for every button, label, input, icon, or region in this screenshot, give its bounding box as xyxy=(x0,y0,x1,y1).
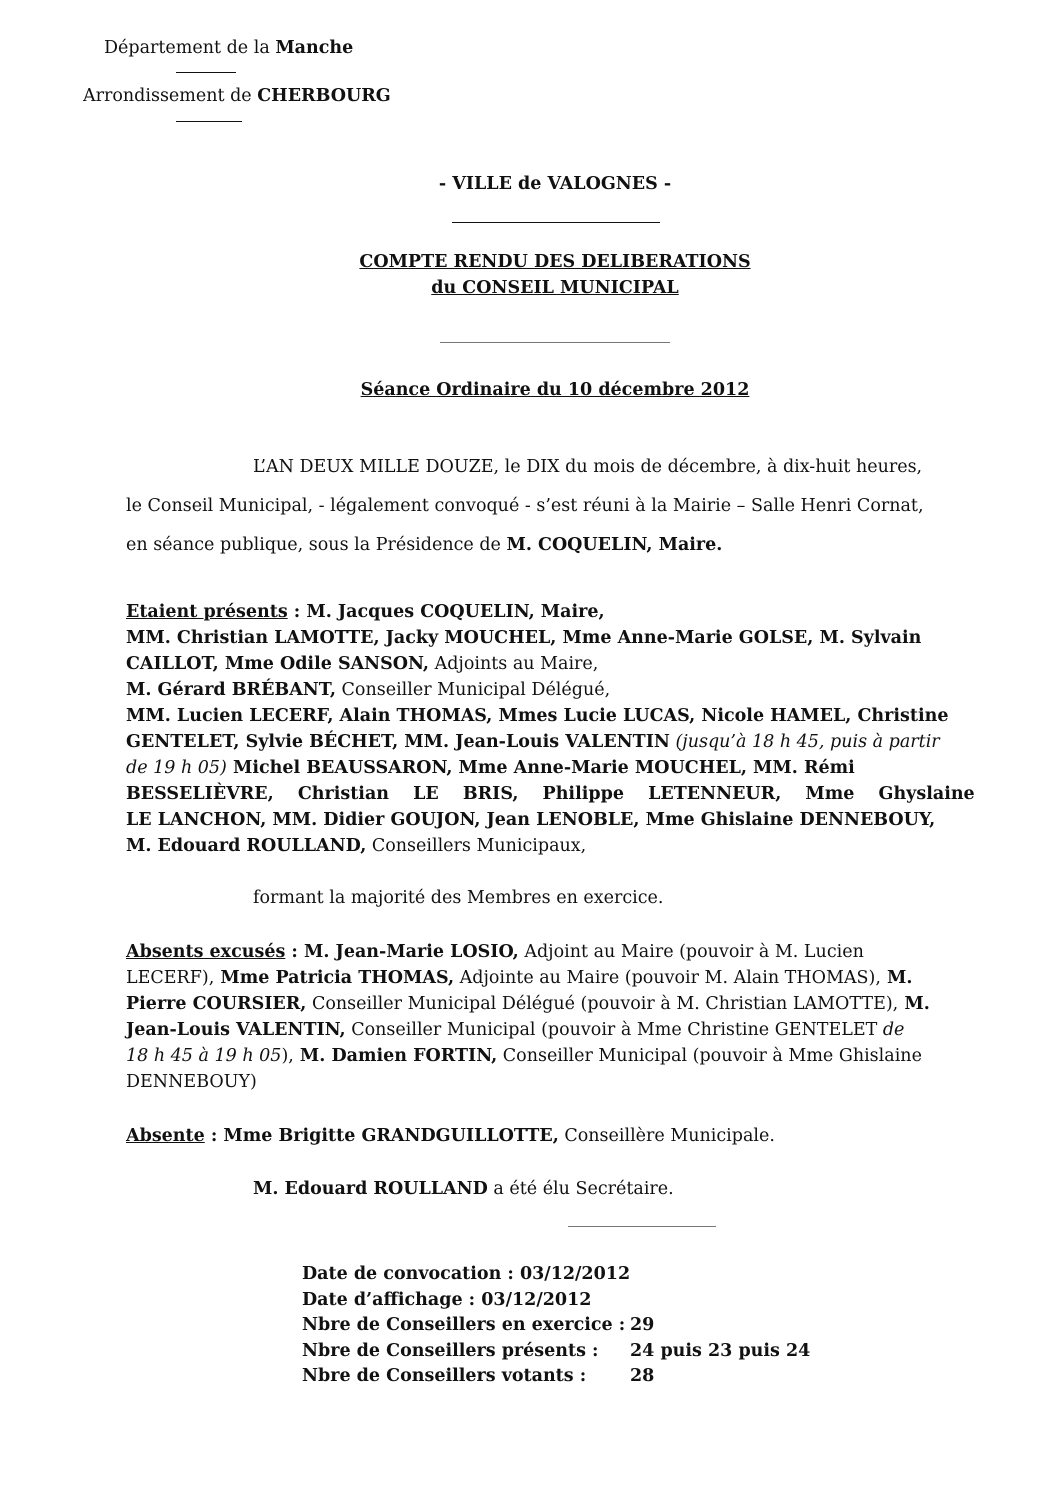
title-line-2: du CONSEIL MUNICIPAL xyxy=(431,278,679,298)
secretaire-line: M. Edouard ROULLAND a été élu Secrétaire. xyxy=(253,1179,674,1199)
stat-presents: Nbre de Conseillers présents : 24 puis 23 puis 24 xyxy=(302,1340,811,1361)
secretaire-divider xyxy=(568,1226,716,1227)
title-line-1: COMPTE RENDU DES DELIBERATIONS xyxy=(359,252,751,272)
intro-line-1: L’AN DEUX MILLE DOUZE, le DIX du mois de décembre, à dix-huit heures, xyxy=(253,457,923,477)
title-divider xyxy=(440,342,670,343)
excuses-line-6: DENNEBOUY) xyxy=(126,1072,257,1092)
excuses-line-4: Jean-Louis VALENTIN, Conseiller Municipal (pouvoir à Mme Christine GENTELET de xyxy=(126,1020,905,1040)
presents-line-5: MM. Lucien LECERF, Alain THOMAS, Mmes Lucie LUCAS, Nicole HAMEL, Christine xyxy=(126,706,949,726)
intro-line-3: en séance publique, sous la Présidence de M. COQUELIN, Maire. xyxy=(126,535,723,555)
presents-line-6: GENTELET, Sylvie BÉCHET, MM. Jean-Louis VALENTIN (jusqu’à 18 h 45, puis à partir xyxy=(126,732,940,752)
excuses-line-3: Pierre COURSIER, Conseiller Municipal Délégué (pouvoir à M. Christian LAMOTTE), M. xyxy=(126,994,930,1014)
presents-line-2: MM. Christian LAMOTTE, Jacky MOUCHEL, Mme Anne-Marie GOLSE, M. Sylvain xyxy=(126,628,922,648)
presents-line-10: M. Edouard ROULLAND, Conseillers Municipaux, xyxy=(126,836,587,856)
header-divider-1 xyxy=(176,72,236,73)
header-divider-2 xyxy=(176,121,242,122)
presents-line-8: BESSELIÈVRE, Christian LE BRIS, Philippe LETENNEUR, Mme Ghyslaine xyxy=(126,784,975,804)
stats-block xyxy=(302,1264,811,1392)
absente-line: Absente : Mme Brigitte GRANDGUILLOTTE, Conseillère Municipale. xyxy=(126,1126,775,1146)
stat-convocation: Date de convocation : 03/12/2012 xyxy=(302,1264,631,1284)
intro-line-2: le Conseil Municipal, - légalement convoqué - s’est réuni à la Mairie – Salle Henri Cornat, xyxy=(126,496,924,516)
presents-line-3: CAILLOT, Mme Odile SANSON, Adjoints au Maire, xyxy=(126,654,599,674)
presents-line-1: Etaient présents : M. Jacques COQUELIN, Maire, xyxy=(126,602,605,622)
presents-line-7: de 19 h 05) Michel BEAUSSARON, Mme Anne-Marie MOUCHEL, MM. Rémi xyxy=(126,758,855,778)
stat-en-exercice: Nbre de Conseillers en exercice : 29 xyxy=(302,1315,655,1335)
ville-divider xyxy=(452,222,660,223)
stat-votants: Nbre de Conseillers votants : 28 xyxy=(302,1366,655,1386)
presents-line-4: M. Gérard BRÉBANT, Conseiller Municipal Délégué, xyxy=(126,680,611,700)
excuses-line-2: LECERF), Mme Patricia THOMAS, Adjointe au Maire (pouvoir M. Alain THOMAS), M. xyxy=(126,968,913,988)
seance-heading: Séance Ordinaire du 10 décembre 2012 xyxy=(360,380,750,400)
presents-line-9: LE LANCHON, MM. Didier GOUJON, Jean LENOBLE, Mme Ghislaine DENNEBOUY, xyxy=(126,810,936,830)
excuses-line-5: 18 h 45 à 19 h 05), M. Damien FORTIN, Conseiller Municipal (pouvoir à Mme Ghislaine xyxy=(126,1046,922,1066)
ville-heading: - VILLE de VALOGNES - xyxy=(438,174,672,194)
arrondissement-line: Arrondissement de CHERBOURG xyxy=(83,86,391,106)
excuses-line-1: Absents excusés : M. Jean-Marie LOSIO, Adjoint au Maire (pouvoir à M. Lucien xyxy=(126,942,864,962)
excuses-label: Absents excusés xyxy=(126,942,286,962)
majorite-line: formant la majorité des Membres en exercice. xyxy=(253,888,664,908)
departement-line: Département de la Manche xyxy=(104,38,354,58)
absente-label: Absente xyxy=(126,1126,205,1146)
presents-label: Etaient présents xyxy=(126,602,288,622)
stat-affichage: Date d’affichage : 03/12/2012 xyxy=(302,1289,592,1310)
